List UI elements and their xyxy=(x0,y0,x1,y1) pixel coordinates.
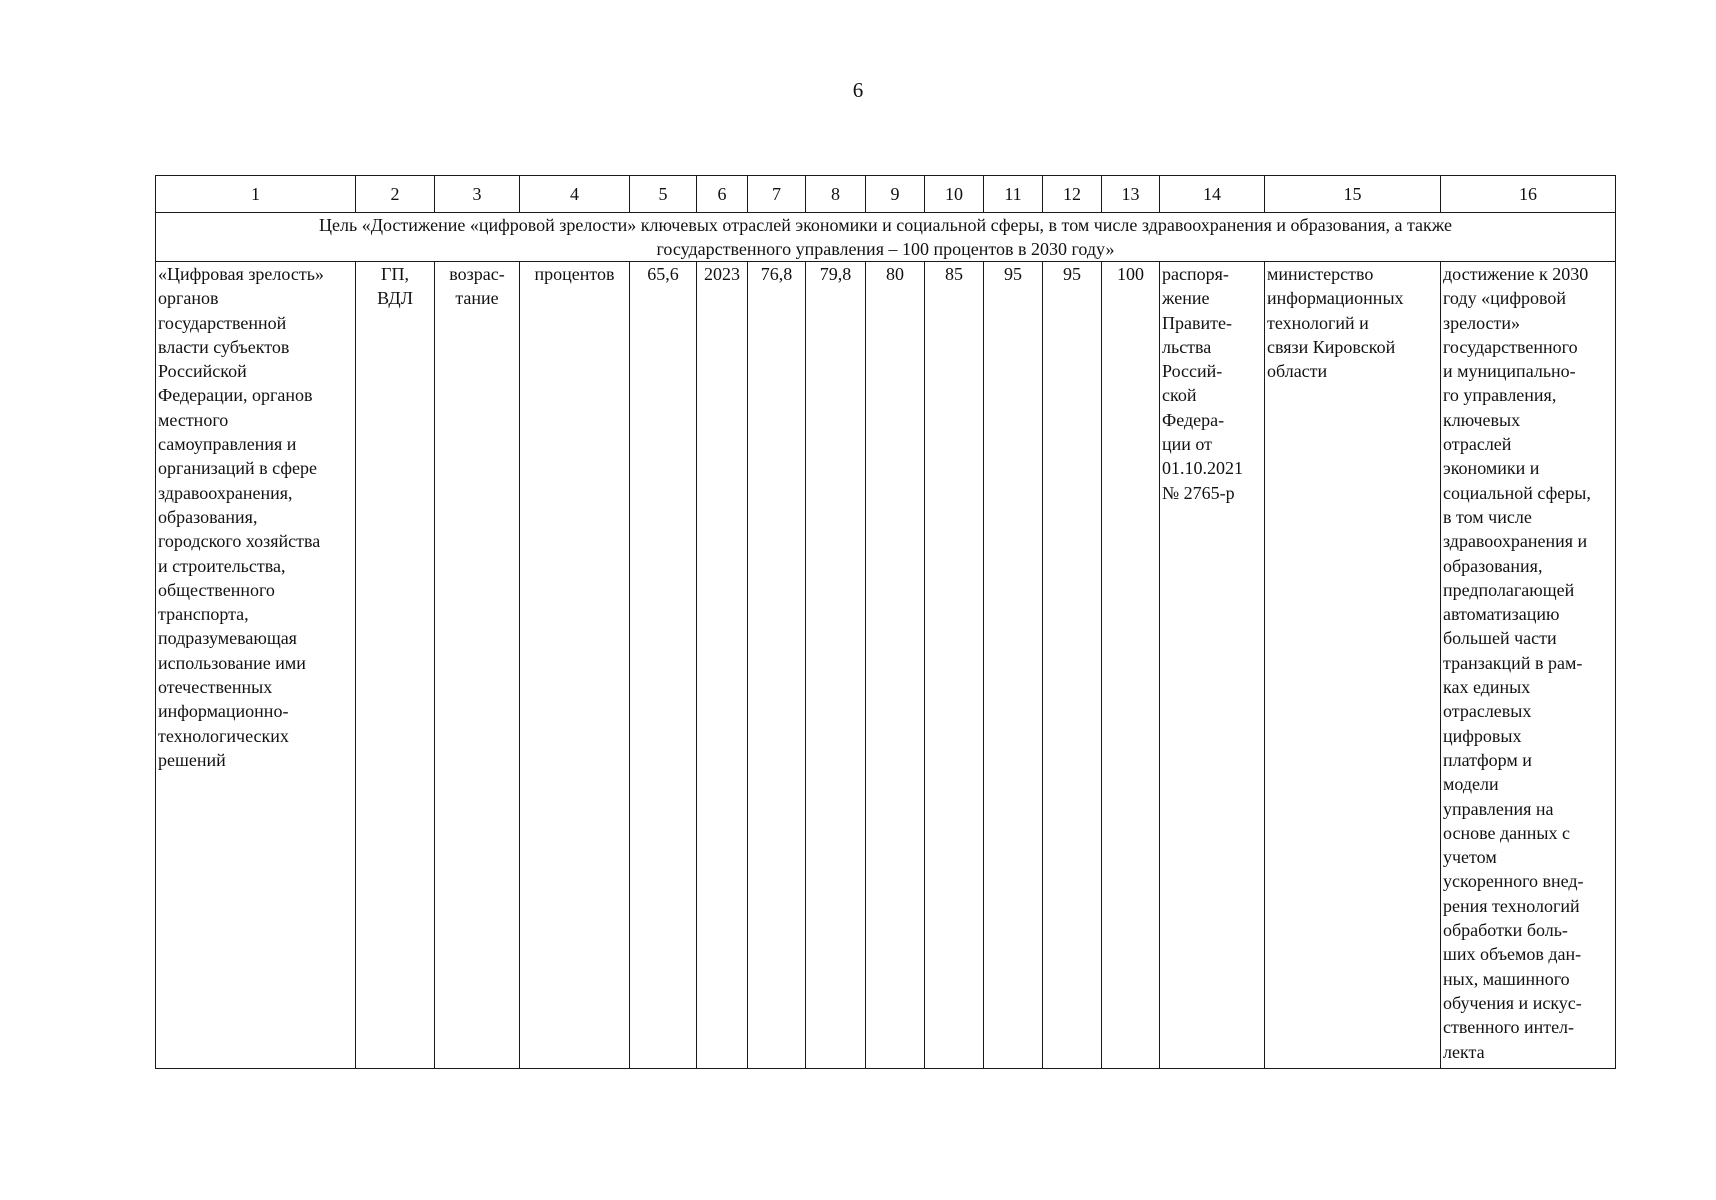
value-cell: 95 xyxy=(1043,262,1102,1069)
indicator-table xyxy=(155,175,1616,1069)
column-number: 11 xyxy=(984,176,1043,213)
column-number: 3 xyxy=(435,176,520,213)
value-cell: 85 xyxy=(925,262,984,1069)
column-number: 5 xyxy=(630,176,697,213)
column-number: 7 xyxy=(748,176,806,213)
trend-cell: возрас- тание xyxy=(435,262,520,1069)
base-year-cell: 2023 xyxy=(697,262,748,1069)
column-number-row xyxy=(156,176,1616,213)
base-value-cell: 65,6 xyxy=(630,262,697,1069)
link-cell: достижение к 2030 году «цифровой зрелости» государственного и муниципально- го управления, ключевых отраслей экономики и социальной сферы, в том числе здравоохранения и образования, предполагающей автоматизацию большей части транзакций в рам- ках единых отраслевых цифровых платформ и модели управления на основе данных с учетом ускоренного внед- рения технологий обработки боль- ших объемов дан- ных, машинного обучения и искус- ственного интел- лекта xyxy=(1441,262,1616,1069)
column-number: 16 xyxy=(1441,176,1616,213)
goal-heading xyxy=(156,213,1616,262)
value-cell: 79,8 xyxy=(806,262,866,1069)
column-number: 8 xyxy=(806,176,866,213)
column-number: 4 xyxy=(520,176,630,213)
goal-heading-line: Цель «Достижение «цифровой зрелости» ключевых отраслей экономики и социальной сферы, в том числе здравоохранения и образования, а также xyxy=(319,215,1452,235)
column-number: 10 xyxy=(925,176,984,213)
value-cell: 100 xyxy=(1102,262,1160,1069)
goal-heading-line: государственного управления – 100 процентов в 2030 году» xyxy=(656,239,1115,259)
column-number: 9 xyxy=(866,176,925,213)
column-number: 12 xyxy=(1043,176,1102,213)
responsible-cell: министерство информационных технологий и связи Кировской области xyxy=(1265,262,1441,1069)
goal-row xyxy=(156,213,1616,262)
column-number: 1 xyxy=(156,176,356,213)
indicator-name-cell: «Цифровая зрелость» органов государственной власти субъектов Российской Федерации, органов местного самоуправления и организаций в сфере здравоохранения, образования, городского хозяйства и строительства, общественного транспорта, подразумевающая использование ими отечественных информационно- технологических решений xyxy=(156,262,356,1069)
column-number: 14 xyxy=(1160,176,1265,213)
column-number: 15 xyxy=(1265,176,1441,213)
unit-cell: процентов xyxy=(520,262,630,1069)
column-number: 6 xyxy=(697,176,748,213)
document-cell: распоря- жение Правите- льства Россий- ской Федера- ции от 01.10.2021 № 2765-р xyxy=(1160,262,1265,1069)
value-cell: 95 xyxy=(984,262,1043,1069)
column-number: 2 xyxy=(356,176,435,213)
indicator-row xyxy=(156,262,1616,1069)
value-cell: 80 xyxy=(866,262,925,1069)
level-cell: ГП, ВДЛ xyxy=(356,262,435,1069)
column-number: 13 xyxy=(1102,176,1160,213)
value-cell: 76,8 xyxy=(748,262,806,1069)
page-number: 6 xyxy=(852,78,864,102)
